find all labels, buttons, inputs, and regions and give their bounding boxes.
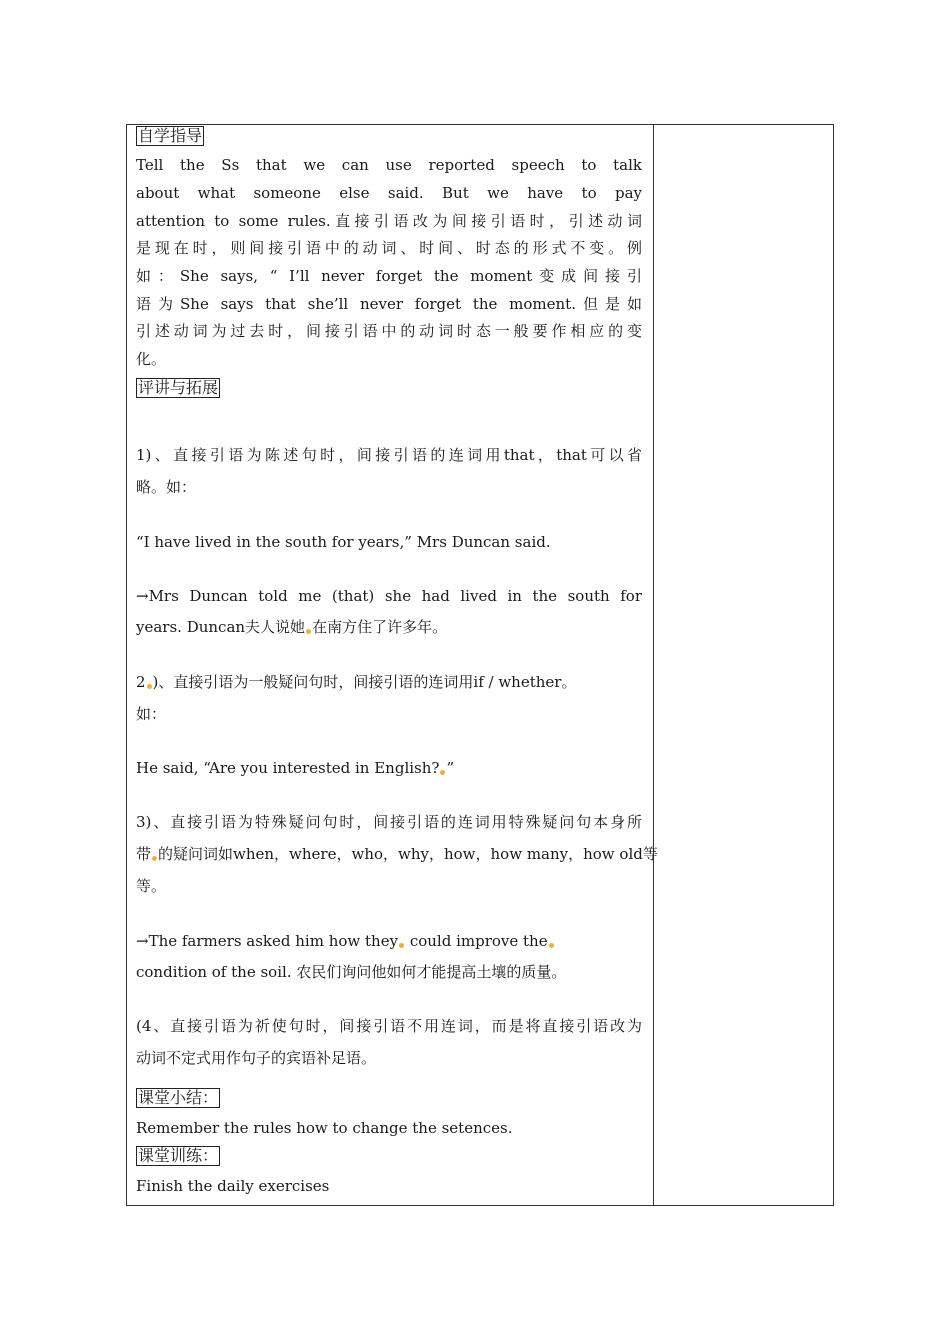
rule-2-line: 如： [136, 705, 167, 723]
text-segment: ” [446, 759, 455, 777]
rule-1-line: 1)、直接引语为陈述句时，间接引语的连词用that，that可以省 [136, 446, 642, 464]
example-1: “I have lived in the south for years,” Mrs Duncan said. [136, 533, 551, 551]
rule-3-line: 3)、直接引语为特殊疑问句时，间接引语的连词用特殊疑问句本身所 [136, 813, 642, 831]
lesson-table [126, 124, 834, 1206]
annotation-mark [440, 770, 445, 775]
review-heading: 评讲与拓展 [138, 378, 219, 397]
column-divider [653, 125, 654, 1205]
example-1-conversion [136, 617, 642, 637]
summary-heading: 课堂小结： [138, 1088, 219, 1107]
rule-3-line [136, 844, 658, 864]
text-segment: 的疑问词如when，where，who，why，how，how many，how old等 [158, 845, 658, 863]
self-study-heading: 自学指导 [138, 126, 203, 145]
rule-4-line: 动词不定式用作句子的宾语补足语。 [136, 1049, 377, 1067]
annotation-mark [147, 684, 152, 689]
rule-4-line: (4、直接引语为祈使句时，间接引语不用连词，而是将直接引语改为 [136, 1017, 642, 1035]
text-segment: 在南方住了许多年。 [312, 618, 448, 636]
rule-1-line: 略。如： [136, 478, 197, 496]
text-segment: could improve the [405, 932, 548, 950]
text-segment: 带 [136, 845, 152, 863]
annotation-mark [152, 856, 157, 861]
text-segment: He said, “Are you interested in English? [136, 759, 440, 777]
annotation-mark [549, 943, 554, 948]
practice-text: Finish the daily exercises [136, 1177, 330, 1195]
practice-heading: 课堂训练： [138, 1146, 219, 1165]
example-3: condition of the soil. 农民们询问他如何才能提高土壤的质量。 [136, 963, 567, 981]
example-1-conversion: →Mrs Duncan told me (that) she had lived in the south for [136, 587, 642, 605]
example-3 [136, 931, 642, 951]
self-study-line: Tell the Ss that we can use reported speech to talk [136, 156, 642, 174]
self-study-line: 是现在时，则间接引语中的动词、时间、时态的形式不变。例 [136, 239, 642, 257]
self-study-line: 引述动词为过去时，间接引语中的动词时态一般要作相应的变 [136, 322, 642, 340]
annotation-mark [306, 629, 311, 634]
text-segment: years. Duncan夫人说她 [136, 618, 306, 636]
self-study-line: 如：She says, “ I’ll never forget the moment变成间接引 [136, 267, 642, 285]
summary-text: Remember the rules how to change the setences. [136, 1119, 513, 1137]
example-2 [136, 758, 642, 778]
self-study-line: 语为She says that she’ll never forget the moment.但是如 [136, 295, 642, 313]
text-segment: 2 [136, 673, 146, 691]
rule-2-line [136, 672, 642, 692]
self-study-line: about what someone else said. But we have to pay [136, 184, 642, 202]
rule-3-line: 等。 [136, 877, 167, 895]
text-segment: )、直接引语为一般疑问句时，间接引语的连词用if / whether。 [152, 673, 577, 691]
self-study-line: 化。 [136, 350, 167, 368]
text-segment: →The farmers asked him how they [136, 932, 399, 950]
annotation-mark [399, 943, 404, 948]
self-study-line: attention to some rules.直接引语改为间接引语时，引述动词 [136, 212, 642, 230]
